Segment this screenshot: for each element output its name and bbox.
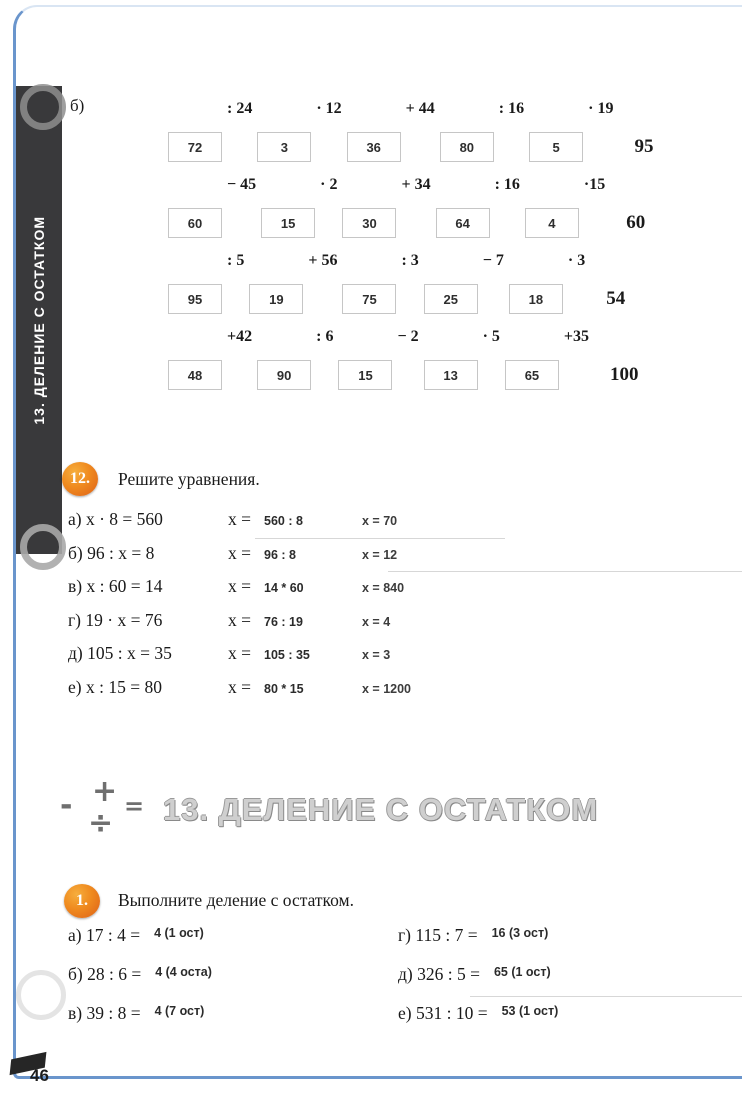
equation-row [68, 509, 411, 543]
equation-x-equals: x = [228, 576, 251, 596]
chain-result: 95 [634, 136, 654, 157]
chain-operation: ·15 [583, 176, 606, 193]
chain-value-box: 64 [436, 208, 490, 238]
equation-text: е) x : 15 = 80 [68, 676, 162, 697]
chain-value-box: 36 [347, 132, 401, 162]
handwritten-answer: 65 (1 ост) [493, 965, 551, 979]
handwritten-answer: 4 (1 ост) [154, 926, 204, 940]
section-13-heading: 13. ДЕЛЕНИЕ С ОСТАТКОМ [163, 792, 599, 827]
handwritten-answer: 4 (4 оста) [155, 965, 212, 979]
math-symbols-doodle [60, 774, 170, 862]
division-list-right [398, 925, 558, 1042]
chain-value-box: 13 [424, 360, 478, 390]
decorative-ring-middle [20, 524, 66, 570]
chain-value-box: 60 [168, 208, 222, 238]
exercise-1-badge: 1. [64, 884, 100, 918]
handwritten-work: 76 : 19 [264, 614, 303, 629]
chain-value-box: 48 [168, 360, 222, 390]
chain-value-box: 5 [529, 132, 583, 162]
division-row [68, 1003, 212, 1042]
chain-value-box: 25 [424, 284, 478, 314]
division-row [398, 925, 558, 964]
chain-operation: : 16 [494, 176, 520, 193]
chain-row [168, 252, 653, 314]
exercise-12-title: Решите уравнения. [118, 469, 260, 489]
chain-operation: · 2 [320, 176, 338, 193]
division-equation: б) 28 : 6 = [68, 964, 142, 984]
division-equation: в) 39 : 8 = [68, 1003, 141, 1023]
exercise-12-badge: 12. [62, 462, 98, 496]
chapter-sidebar [16, 86, 62, 554]
handwritten-work: 560 : 8 [264, 514, 303, 528]
equation-row [68, 610, 411, 644]
equation-text: а) x · 8 = 560 [68, 509, 163, 529]
equation-row [68, 576, 411, 610]
handwritten-answer: x = 3 [362, 648, 391, 662]
division-equation: г) 115 : 7 = [398, 925, 478, 945]
handwritten-answer: x = 4 [362, 614, 391, 629]
chain-value-box: 72 [168, 132, 222, 162]
division-row [68, 925, 212, 964]
chain-operation: : 5 [227, 252, 245, 269]
chain-operation: − 2 [397, 328, 419, 345]
plus-icon: + [92, 774, 118, 809]
division-list-left [68, 925, 212, 1042]
equation-row [68, 543, 411, 577]
equation-row [68, 643, 411, 677]
equation-x-equals: x = [228, 643, 251, 663]
division-row [398, 964, 558, 1003]
decorative-ring-top [20, 84, 66, 130]
chain-result: 60 [626, 212, 646, 233]
chain-operation: − 7 [482, 252, 504, 269]
chain-value-box: 65 [505, 360, 559, 390]
chain-operation: : 16 [498, 100, 525, 117]
equation-text: в) x : 60 = 14 [68, 576, 163, 596]
chain-operation: +35 [563, 328, 590, 345]
chain-value-box: 75 [342, 284, 396, 314]
chain-row [168, 176, 653, 238]
chain-row [168, 328, 653, 390]
chain-operation: · 3 [567, 252, 586, 269]
equation-text: д) 105 : x = 35 [68, 643, 172, 663]
chain-value-box: 19 [249, 284, 303, 314]
equation-text: г) 19 · x = 76 [68, 609, 163, 630]
handwritten-answer: x = 12 [362, 547, 398, 562]
equations-list [68, 509, 411, 710]
equation-text: б) 96 : x = 8 [68, 542, 155, 563]
chain-operation: : 3 [401, 252, 419, 269]
division-equation: д) 326 : 5 = [398, 964, 480, 984]
equation-x-equals: x = [228, 509, 251, 529]
chain-value-box: 18 [509, 284, 563, 314]
equals-icon: = [124, 792, 145, 820]
handwritten-work: 14 * 60 [264, 581, 304, 595]
chain-operation: +42 [227, 328, 253, 345]
exercise-1-title: Выполните деление с остатком. [118, 890, 355, 910]
chain-result: 100 [610, 364, 639, 385]
chain-operation: : 6 [316, 328, 334, 345]
chain-value-box: 80 [440, 132, 494, 162]
handwritten-answer: 16 (3 ост) [491, 926, 549, 940]
handwritten-answer: 4 (7 ост) [154, 1004, 205, 1018]
minus-icon: - [60, 788, 73, 823]
chain-value-box: 3 [257, 132, 311, 162]
divide-icon: ÷ [88, 806, 114, 841]
handwritten-answer: 53 (1 ост) [501, 1004, 559, 1018]
equation-x-equals: x = [228, 542, 251, 563]
chain-operation: + 34 [401, 176, 431, 193]
chain-exercise-label: б) [70, 96, 85, 115]
chain-operation: : 24 [227, 100, 253, 117]
chain-operation: · 5 [482, 328, 500, 345]
division-equation: е) 531 : 10 = [398, 1003, 488, 1023]
chain-operation: · 12 [316, 100, 342, 117]
chain-value-box: 15 [261, 208, 315, 238]
chain-operation: · 19 [588, 100, 614, 117]
handwritten-answer: x = 70 [362, 514, 398, 528]
chain-value-box: 15 [338, 360, 392, 390]
handwritten-work: 80 * 15 [264, 681, 304, 696]
chain-result: 54 [606, 288, 626, 309]
ruled-line [388, 571, 742, 572]
chain-value-box: 90 [257, 360, 311, 390]
chain-row [168, 100, 653, 162]
handwritten-answer: x = 840 [362, 581, 405, 595]
page-number: 46 [30, 1066, 49, 1085]
chain-value-box: 30 [342, 208, 396, 238]
equation-x-equals: x = [228, 676, 251, 697]
chain-value-box: 95 [168, 284, 222, 314]
equation-row [68, 677, 411, 711]
equation-x-equals: x = [228, 609, 251, 630]
handwritten-work: 105 : 35 [264, 648, 310, 662]
chain-value-box: 4 [525, 208, 579, 238]
division-row [68, 964, 212, 1003]
chain-exercise [168, 100, 653, 404]
chain-operation: + 44 [405, 100, 435, 117]
chapter-sidebar-label: 13. ДЕЛЕНИЕ С ОСТАТКОМ [31, 215, 47, 425]
handwritten-work: 96 : 8 [264, 547, 296, 562]
handwritten-answer: x = 1200 [362, 681, 412, 696]
chain-operation: + 56 [308, 252, 338, 269]
chain-operation: − 45 [227, 176, 257, 193]
division-row [398, 1003, 558, 1042]
division-equation: а) 17 : 4 = [68, 925, 141, 945]
